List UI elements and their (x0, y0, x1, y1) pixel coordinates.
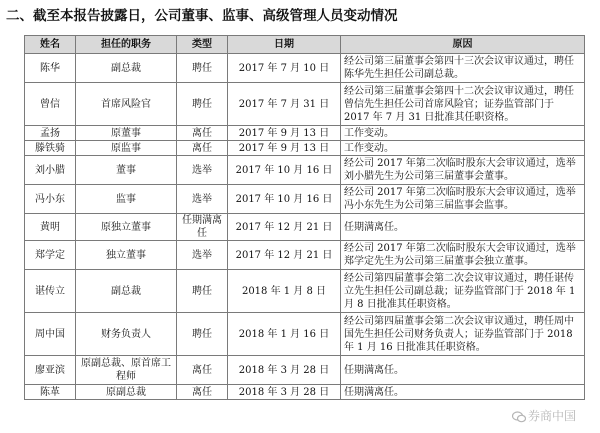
cell-position: 原副总裁 (76, 385, 177, 400)
table-row (25, 141, 585, 156)
cell-reason: 工作变动。 (341, 141, 585, 156)
cell-reason: 任期满离任。 (341, 214, 585, 241)
cell-date: 2017 年 9 月 13 日 (228, 141, 341, 156)
cell-type: 选举 (177, 241, 228, 270)
table-row (25, 270, 585, 313)
cell-date: 2017 年 10 月 16 日 (228, 156, 341, 185)
cell-type: 离任 (177, 385, 228, 400)
cell-name: 陈华 (25, 54, 76, 83)
cell-type: 聘任 (177, 270, 228, 313)
cell-position: 副总裁 (76, 270, 177, 313)
table-row (25, 214, 585, 241)
cell-date: 2017 年 9 月 13 日 (228, 126, 341, 141)
cell-position: 原监事 (76, 141, 177, 156)
table-row (25, 356, 585, 385)
table-row (25, 385, 585, 400)
personnel-change-table (24, 35, 585, 400)
cell-date: 2017 年 7 月 10 日 (228, 54, 341, 83)
cell-type: 任期满离任 (177, 214, 228, 241)
cell-reason: 任期满离任。 (341, 356, 585, 385)
cell-date: 2018 年 3 月 28 日 (228, 385, 341, 400)
table-row (25, 54, 585, 83)
table-row (25, 83, 585, 126)
cell-name: 黄明 (25, 214, 76, 241)
cell-name: 周中国 (25, 313, 76, 356)
cell-date: 2018 年 1 月 16 日 (228, 313, 341, 356)
header-name: 姓名 (25, 36, 76, 54)
cell-type: 离任 (177, 141, 228, 156)
cell-reason: 经公司第四届董事会第二次会议审议通过，聘任周中国先生担任公司财务负责人；证券监管部门于 2018 年 1 月 16 日批准其任职资格。 (341, 313, 585, 356)
cell-name: 孟扬 (25, 126, 76, 141)
cell-type: 聘任 (177, 313, 228, 356)
cell-name: 陈革 (25, 385, 76, 400)
cell-reason: 任期满离任。 (341, 385, 585, 400)
cell-date: 2018 年 1 月 8 日 (228, 270, 341, 313)
header-type: 类型 (177, 36, 228, 54)
cell-position: 首席风险官 (76, 83, 177, 126)
watermark (512, 407, 576, 426)
table-row (25, 156, 585, 185)
cell-date: 2018 年 3 月 28 日 (228, 356, 341, 385)
cell-position: 董事 (76, 156, 177, 185)
cell-name: 谌传立 (25, 270, 76, 313)
wechat-icon (512, 411, 526, 426)
cell-type: 选举 (177, 185, 228, 214)
cell-type: 选举 (177, 156, 228, 185)
header-reason: 原因 (341, 36, 585, 54)
cell-name: 曾信 (25, 83, 76, 126)
cell-position: 副总裁 (76, 54, 177, 83)
cell-position: 原独立董事 (76, 214, 177, 241)
table-row (25, 126, 585, 141)
cell-position: 监事 (76, 185, 177, 214)
cell-name: 廖亚滨 (25, 356, 76, 385)
cell-date: 2017 年 10 月 16 日 (228, 185, 341, 214)
cell-position: 原副总裁、原首席工程师 (76, 356, 177, 385)
header-position: 担任的职务 (76, 36, 177, 54)
table-row (25, 313, 585, 356)
cell-reason: 经公司第三届董事会第四十三次会议审议通过，聘任陈华先生担任公司副总裁。 (341, 54, 585, 83)
section-heading: 二、截至本报告披露日，公司董事、监事、高级管理人员变动情况 (6, 8, 398, 24)
cell-reason: 经公司第四届董事会第二次会议审议通过，聘任谌传立先生担任公司副总裁；证券监管部门于 2018 年 1 月 8 日批准其任职资格。 (341, 270, 585, 313)
cell-reason: 经公司 2017 年第二次临时股东大会审议通过，选举刘小腊先生为公司第三届董事会董事。 (341, 156, 585, 185)
table-header-row (25, 36, 585, 54)
watermark-text: 券商中国 (528, 409, 577, 423)
cell-reason: 工作变动。 (341, 126, 585, 141)
cell-date: 2017 年 7 月 31 日 (228, 83, 341, 126)
cell-position: 独立董事 (76, 241, 177, 270)
cell-type: 离任 (177, 126, 228, 141)
cell-date: 2017 年 12 月 21 日 (228, 241, 341, 270)
cell-reason: 经公司第三届董事会第四十二次会议审议通过，聘任曾信先生担任公司首席风险官；证券监管部门于 2017 年 7 月 31 日批准其任职资格。 (341, 83, 585, 126)
cell-type: 聘任 (177, 83, 228, 126)
cell-name: 冯小东 (25, 185, 76, 214)
cell-reason: 经公司 2017 年第二次临时股东大会审议通过，选举郑学定先生为公司第三届董事会独立董事。 (341, 241, 585, 270)
cell-position: 原董事 (76, 126, 177, 141)
cell-date: 2017 年 12 月 21 日 (228, 214, 341, 241)
table-row (25, 185, 585, 214)
cell-type: 离任 (177, 356, 228, 385)
header-date: 日期 (228, 36, 341, 54)
cell-position: 财务负责人 (76, 313, 177, 356)
table-row (25, 241, 585, 270)
cell-name: 刘小腊 (25, 156, 76, 185)
cell-reason: 经公司 2017 年第二次临时股东大会审议通过，选举冯小东先生为公司第三届监事会监事。 (341, 185, 585, 214)
cell-name: 郑学定 (25, 241, 76, 270)
cell-name: 滕铁骑 (25, 141, 76, 156)
cell-type: 聘任 (177, 54, 228, 83)
